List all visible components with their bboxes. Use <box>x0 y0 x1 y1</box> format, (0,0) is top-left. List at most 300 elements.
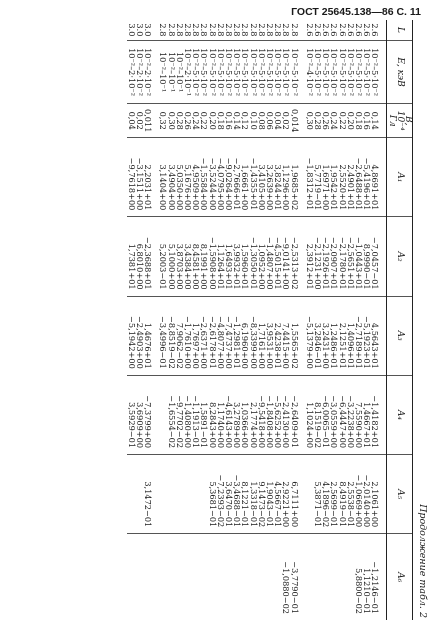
table-cell: 2.8 <box>256 23 267 37</box>
table-cell: 3,4384+00 <box>184 217 192 296</box>
table-cell: −5,1379+00 <box>306 296 314 375</box>
table-cell: −9,0264+00 <box>225 138 233 217</box>
table-cell: 2,5520+01 <box>338 138 346 217</box>
table-cell: 0,16 <box>225 104 233 138</box>
table-cell: −1,4807+00 <box>266 217 274 296</box>
table-cell: 0,014 <box>290 104 298 138</box>
table-cell: 10⁻²–2·10⁻² <box>136 40 144 103</box>
table-cell <box>330 534 338 620</box>
table-cell: 3,4904+00 <box>167 138 175 217</box>
table-cell: −4,8077+00 <box>217 296 225 375</box>
table-cell: 5,1676+00 <box>184 138 192 217</box>
spacer-cell <box>379 40 387 103</box>
table-cell <box>200 534 208 620</box>
table-cell: −1,1913−01 <box>192 375 200 454</box>
table-cell: 2.6 <box>370 23 381 37</box>
table-cell: 2.6 <box>362 23 373 37</box>
table-cell: 1,0366+00 <box>241 375 249 454</box>
table-cell: −1,2146−01 <box>371 534 379 620</box>
table-cell: 2,5538−01 <box>347 455 355 534</box>
table-row <box>306 20 314 620</box>
table-cell: −3,5244+00 <box>208 138 216 217</box>
table-cell: 10⁻²–5·10⁻² <box>322 40 330 103</box>
table-cell: −9,7702−02 <box>176 375 184 454</box>
table-row <box>159 20 167 620</box>
table-cell: −2,1926+01 <box>322 217 330 296</box>
table-cell: 2.8 <box>215 23 226 37</box>
table-cell: −3,2238+00 <box>347 375 355 454</box>
table-cell: 10⁻²–5·10⁻² <box>314 40 322 103</box>
table-cell: 0,32 <box>159 104 167 138</box>
table-cell: −9,0141+00 <box>282 217 290 296</box>
table-cell: 3,9531+00 <box>266 296 274 375</box>
table-cell: 10⁻²–5·10⁻² <box>347 40 355 103</box>
table-cell: −2,6178+01 <box>208 296 216 375</box>
table-cell: 1,5891−01 <box>200 375 208 454</box>
table-cell: 2,4238+01 <box>274 296 282 375</box>
table-cell: 10⁻²–5·10⁻² <box>208 40 216 103</box>
column-header: A₃ <box>387 296 413 375</box>
table-cell: 4,5667−01 <box>274 455 282 534</box>
table-cell: 10⁻²–5·10⁻² <box>233 40 241 103</box>
table-cell: 5,7719−01 <box>314 138 322 217</box>
table-cell: 7,5590+00 <box>355 375 363 454</box>
table-cell: 10⁻²–5·10⁻² <box>200 40 208 103</box>
column-header: E, кэВ <box>387 40 413 103</box>
table-cell: 10⁻²–5·10⁻² <box>274 40 282 103</box>
table-row <box>217 20 225 620</box>
table-cell: −8,3399+00 <box>249 296 257 375</box>
table-cell: 2.8 <box>158 23 169 37</box>
table-cell: −2,0140+00 <box>363 455 371 534</box>
table-row <box>266 20 274 620</box>
table-cell: −2,6371+00 <box>200 296 208 375</box>
table-row <box>371 20 379 620</box>
table-cell: 1,2486+01 <box>330 296 338 375</box>
table-row <box>144 20 152 620</box>
table-cell: 1,7381+01 <box>128 217 136 296</box>
column-header: A₂ <box>387 217 413 296</box>
table-cell: 10⁻²–10⁻¹ <box>176 40 184 103</box>
table-cell: 5,3871−01 <box>314 455 322 534</box>
table-cell: −1,7610+00 <box>184 296 192 375</box>
spacer-cell <box>379 138 387 217</box>
table-cell: 1,3318−01 <box>249 455 257 534</box>
table-cell: 10⁻²–5·10⁻² <box>217 40 225 103</box>
spacer-cell <box>152 455 159 534</box>
table-cell <box>128 455 136 534</box>
table-cell: −5,4196+01 <box>363 138 371 217</box>
table-cell: 5,3681−01 <box>208 455 216 534</box>
group-spacer <box>379 20 387 620</box>
table-cell: 2,1061+00 <box>371 455 379 534</box>
table-cell: −7,4737+00 <box>225 296 233 375</box>
table-cell: 10⁻²–5·10⁻² <box>282 40 290 103</box>
table-cell: −9,5418+00 <box>258 375 266 454</box>
table-row <box>355 20 363 620</box>
table-cell: 1,6971+00 <box>322 138 330 217</box>
table-cell: 6,8010+00 <box>136 217 144 296</box>
table-cell: 1,6493+01 <box>225 217 233 296</box>
table-cell: −4,5015+01 <box>274 217 282 296</box>
table-cell: 0,20 <box>208 104 216 138</box>
table-cell: −7,3799+00 <box>144 375 152 454</box>
table-cell: 0,08 <box>258 104 266 138</box>
table-row <box>330 20 338 620</box>
table-row <box>322 20 330 620</box>
table-cell: −3,1511+00 <box>136 138 144 217</box>
table-cell: 2.6 <box>312 23 323 37</box>
table-cell: 1,5960+01 <box>241 217 249 296</box>
table-row <box>363 20 371 620</box>
spacer-cell <box>379 455 387 534</box>
table-cell: −1,0443+01 <box>355 217 363 296</box>
table-cell: 2.8 <box>174 23 185 37</box>
table-row <box>225 20 233 620</box>
table-cell: 3,9932+01 <box>233 217 241 296</box>
table-cell: 2.8 <box>207 23 218 37</box>
table-cell: 3,6909+00 <box>136 375 144 454</box>
table-cell: 0,04 <box>274 104 282 138</box>
table-cell: 1,1264+01 <box>217 217 225 296</box>
table-cell: 3,1404+00 <box>159 138 167 217</box>
table-cell: 3,8244+01 <box>274 138 282 217</box>
table-cell: 2.8 <box>273 23 284 37</box>
table-cell: −2,6409+01 <box>290 375 298 454</box>
column-header: A₆ <box>387 534 413 620</box>
table-cell: −2,7189+01 <box>355 296 363 375</box>
table-cell: −2,1231+00 <box>314 217 322 296</box>
table-cell: −2,5651+01 <box>347 217 355 296</box>
table-cell: 10⁻²–5·10⁻² <box>192 40 200 103</box>
table-cell: 0,12 <box>241 104 249 138</box>
table-cell: 8,1991+00 <box>200 217 208 296</box>
table-cell: 0,14 <box>233 104 241 138</box>
column-header: A₁ <box>387 138 413 217</box>
table-cell: 3,5929−01 <box>128 375 136 454</box>
table-cell: 2,3912+01 <box>306 217 314 296</box>
table-cell: 0,28 <box>176 104 184 138</box>
table-cell: −2,1780+01 <box>338 217 346 296</box>
table-cell <box>314 534 322 620</box>
table-row <box>233 20 241 620</box>
table-cell: 3,2431+00 <box>322 296 330 375</box>
table-cell <box>258 534 266 620</box>
table-cell <box>217 534 225 620</box>
table-cell: −8,8519−02 <box>167 296 175 375</box>
table-cell <box>184 455 192 534</box>
table-row <box>314 20 322 620</box>
table-cell <box>241 534 249 620</box>
table-row <box>274 20 282 620</box>
spacer-cell <box>299 534 306 620</box>
table-cell: −2,5313+02 <box>290 217 298 296</box>
table-cell: 2.6 <box>329 23 340 37</box>
table-cell <box>225 534 233 620</box>
table-cell: 3,6470−01 <box>225 455 233 534</box>
table-cell: 4,5643+01 <box>371 296 379 375</box>
table-cell: −2,4903+00 <box>136 296 144 375</box>
table-cell: 0,20 <box>347 104 355 138</box>
table-cell: 2.8 <box>248 23 259 37</box>
table-cell: 2,2031+01 <box>144 138 152 217</box>
table-cell: 7,4415+00 <box>282 296 290 375</box>
spacer-cell <box>152 375 159 454</box>
table-cell: −1,4182+01 <box>371 375 379 454</box>
table-cell: −3,0559+00 <box>330 375 338 454</box>
table-cell: 3,2846−01 <box>314 296 322 375</box>
table-cell: 2.8 <box>281 23 292 37</box>
table-cell: 3.0 <box>143 23 154 37</box>
table-cell: −9,7618+00 <box>128 138 136 217</box>
table-cell <box>128 534 136 620</box>
table-cell: 10⁻²–5·10⁻² <box>338 40 346 103</box>
table-cell: −5,6252+00 <box>274 375 282 454</box>
table-cell: 2.6 <box>337 23 348 37</box>
table-cell: 0,26 <box>322 104 330 138</box>
table-cell: 2,1774+00 <box>249 375 257 454</box>
table-cell: 4,1896−02 <box>322 455 330 534</box>
table-cell: 1,4676+01 <box>144 296 152 375</box>
table-cell: 0,16 <box>363 104 371 138</box>
table-cell: 10⁻²–5·10⁻² <box>258 40 266 103</box>
table-cell: 8,4581+00 <box>192 217 200 296</box>
table-cell <box>266 534 274 620</box>
table-cell: 0,30 <box>306 104 314 138</box>
rotated-table-container <box>31 20 431 620</box>
table-cell: 2.8 <box>191 23 202 37</box>
table-cell: 5,8800−02 <box>355 534 363 620</box>
table-cell: −2,3688+01 <box>144 217 152 296</box>
table-cell: 3,1472−01 <box>144 455 152 534</box>
table-cell: 1,7161+00 <box>258 296 266 375</box>
table-cell: 1,1740+00 <box>217 375 225 454</box>
table-cell: −2,0907+01 <box>330 217 338 296</box>
table-cell: 2.6 <box>321 23 332 37</box>
table-cell: −3,4996−01 <box>159 296 167 375</box>
table-cell: −1,0669+00 <box>355 455 363 534</box>
table-cell: 1,7697+00 <box>192 296 200 375</box>
page-header: ГОСТ 25645.138—86 С. 11 <box>291 6 421 18</box>
table-cell: 2,4901+01 <box>347 138 355 217</box>
table-cell <box>184 534 192 620</box>
table-cell: 0,22 <box>338 104 346 138</box>
table-cell: −1,4355+01 <box>249 138 257 217</box>
table-cell <box>338 534 346 620</box>
table-cell <box>136 534 144 620</box>
table-cell: −1,8408+00 <box>266 375 274 454</box>
table-cell: 10⁻²–10⁻¹ <box>159 40 167 103</box>
table-cell: 0,02 <box>282 104 290 138</box>
table-cell: 10⁻²–2·10⁻¹ <box>184 40 192 103</box>
table-cell: −6,4447+00 <box>338 375 346 454</box>
table-cell: 10⁻²–4·10⁻² <box>306 40 314 103</box>
table-cell <box>159 455 167 534</box>
table-cell: 6,1960+00 <box>241 296 249 375</box>
table-cell: 5,0350+00 <box>176 138 184 217</box>
table-row <box>249 20 257 620</box>
table-cell: 1,6661+00 <box>241 138 249 217</box>
table-cell: 10⁻²–5·10⁻² <box>266 40 274 103</box>
table-cell <box>167 534 175 620</box>
table-cell: 10⁻²–5·10⁻² <box>249 40 257 103</box>
table-cell: 2.8 <box>199 23 210 37</box>
table-cell: 10⁻²–5·10⁻² <box>241 40 249 103</box>
table-cell: 0,28 <box>314 104 322 138</box>
table-row <box>128 20 136 620</box>
table-cell: 8,2843+00 <box>208 375 216 454</box>
table-cell <box>144 534 152 620</box>
table-cell <box>233 534 241 620</box>
table-cell: −1,6554−02 <box>167 375 175 454</box>
table-cell: 1,4667+01 <box>363 375 371 454</box>
table-cell: 2.8 <box>232 23 243 37</box>
table-row <box>208 20 216 620</box>
table-cell: 1,1296+00 <box>282 138 290 217</box>
table-cell <box>167 455 175 534</box>
column-header: A₄ <box>387 375 413 454</box>
table-cell: 10⁻²–5·10⁻² <box>290 40 298 103</box>
table-cell: −1,4080+00 <box>184 375 192 454</box>
table-cell: −4,6143+00 <box>225 375 233 454</box>
table-row <box>290 20 298 620</box>
table-cell: −1,5584+00 <box>200 138 208 217</box>
spacer-cell <box>379 375 387 454</box>
table-cell <box>322 534 330 620</box>
table-cell: 0,24 <box>330 104 338 138</box>
table-cell: −2,7666+01 <box>233 138 241 217</box>
table-caption: Продолжение табл. 2 <box>417 504 429 618</box>
table-cell: 8,9990−01 <box>363 217 371 296</box>
table-cell <box>192 534 200 620</box>
table-cell: 0,04 <box>128 104 136 138</box>
table-cell: 10⁻²–5·10⁻² <box>355 40 363 103</box>
spacer-cell <box>379 20 387 40</box>
table-cell: 9,1473−02 <box>258 455 266 534</box>
table-cell: 2,1251+01 <box>338 296 346 375</box>
column-header: L <box>387 20 413 40</box>
table-cell: −5,1923+01 <box>363 296 371 375</box>
table-cell: 2.6 <box>345 23 356 37</box>
table-cell: 2,5699−01 <box>330 455 338 534</box>
table-body <box>128 20 387 620</box>
table-cell: 0,02 <box>136 104 144 138</box>
table-cell <box>192 455 200 534</box>
spacer-cell <box>379 104 387 138</box>
table-row <box>338 20 346 620</box>
table-row <box>258 20 266 620</box>
table-cell: 3.0 <box>126 23 137 37</box>
table-cell: 10⁻²–2·10⁻² <box>144 40 152 103</box>
table-row <box>200 20 208 620</box>
table-cell: 4,8691+01 <box>371 138 379 217</box>
table-cell: 0,18 <box>355 104 363 138</box>
table-cell <box>159 534 167 620</box>
table-cell: 1,1210−01 <box>363 534 371 620</box>
table-cell: 10⁻²–5·10⁻² <box>225 40 233 103</box>
table-cell: −5,1942+00 <box>128 296 136 375</box>
table-cell: 1,9685+02 <box>290 138 298 217</box>
table-cell: 2.8 <box>166 23 177 37</box>
table-cell: 0,26 <box>184 104 192 138</box>
table-cell: 2.6 <box>304 23 315 37</box>
table-cell: 3,8703+00 <box>176 217 184 296</box>
table-cell: 5,1000+00 <box>167 217 175 296</box>
table-cell: 0,14 <box>371 104 379 138</box>
table-cell: −1,5908+00 <box>208 217 216 296</box>
table-cell: 1,4096+01 <box>347 296 355 375</box>
table-cell: −1,3050+01 <box>249 217 257 296</box>
table-cell: 5,2003−01 <box>159 217 167 296</box>
column-header: B, 10⁻⁴ Гл <box>387 104 413 138</box>
table-cell <box>208 534 216 620</box>
table-cell: 1,5565+02 <box>290 296 298 375</box>
table-cell: 2.8 <box>264 23 275 37</box>
table-cell: 0,06 <box>266 104 274 138</box>
table-cell: 10⁻²–5·10⁻² <box>330 40 338 103</box>
coefficient-table <box>128 20 431 620</box>
table-cell: 2.8 <box>240 23 251 37</box>
table-cell: −7,0457−01 <box>371 217 379 296</box>
table-cell: 0,30 <box>167 104 175 138</box>
table-cell: −6,0065−01 <box>322 375 330 454</box>
table-header-row <box>387 20 413 620</box>
table-cell: 0,10 <box>249 104 257 138</box>
table-cell: 6,7111+00 <box>290 455 298 534</box>
table-cell: 3.0 <box>134 23 145 37</box>
table-cell: 10⁻²–2·10⁻² <box>128 40 136 103</box>
table-cell: 10⁻²–10⁻¹ <box>167 40 175 103</box>
table-cell: −3,7790−01 <box>290 534 298 620</box>
spacer-cell <box>379 296 387 375</box>
table-cell: 1,9542+01 <box>330 138 338 217</box>
table-cell: 7,9062−02 <box>176 296 184 375</box>
table-cell: −1,8312+01 <box>306 138 314 217</box>
table-cell: −3,4688−01 <box>233 455 241 534</box>
table-cell: 0,011 <box>144 104 152 138</box>
table-cell: 0,24 <box>192 104 200 138</box>
table-cell: 8,4919−01 <box>338 455 346 534</box>
table-cell: 1,0952+00 <box>258 217 266 296</box>
table-cell <box>176 455 184 534</box>
spacer-cell <box>152 534 159 620</box>
table-cell: −1,0880−02 <box>282 534 290 620</box>
table-cell: −2,6488+01 <box>355 138 363 217</box>
table-cell: 3,4105+00 <box>258 138 266 217</box>
table-cell <box>176 534 184 620</box>
table-cell: 2.6 <box>353 23 364 37</box>
spacer-cell <box>379 217 387 296</box>
table-cell: 3,2639+00 <box>266 138 274 217</box>
table-row <box>167 20 175 620</box>
table-cell: 1,9043−01 <box>266 455 274 534</box>
table-cell <box>306 534 314 620</box>
table-cell: 8,1221−01 <box>241 455 249 534</box>
table-cell: 10⁻²–5·10⁻² <box>363 40 371 103</box>
table-cell: −2,4130+00 <box>282 375 290 454</box>
table-cell: 10⁻²–5·10⁻² <box>371 40 379 103</box>
table-cell: −7,2393−02 <box>217 455 225 534</box>
table-cell: 4,9509+00 <box>192 138 200 217</box>
column-header: A₅ <box>387 455 413 534</box>
table-cell: −4,0795+00 <box>217 138 225 217</box>
table-cell: 0,18 <box>217 104 225 138</box>
table-row <box>184 20 192 620</box>
table-cell: −1,2981+01 <box>233 296 241 375</box>
table-cell: 0,22 <box>200 104 208 138</box>
table-cell: 1,1024+00 <box>306 375 314 454</box>
table-cell: 2.8 <box>182 23 193 37</box>
